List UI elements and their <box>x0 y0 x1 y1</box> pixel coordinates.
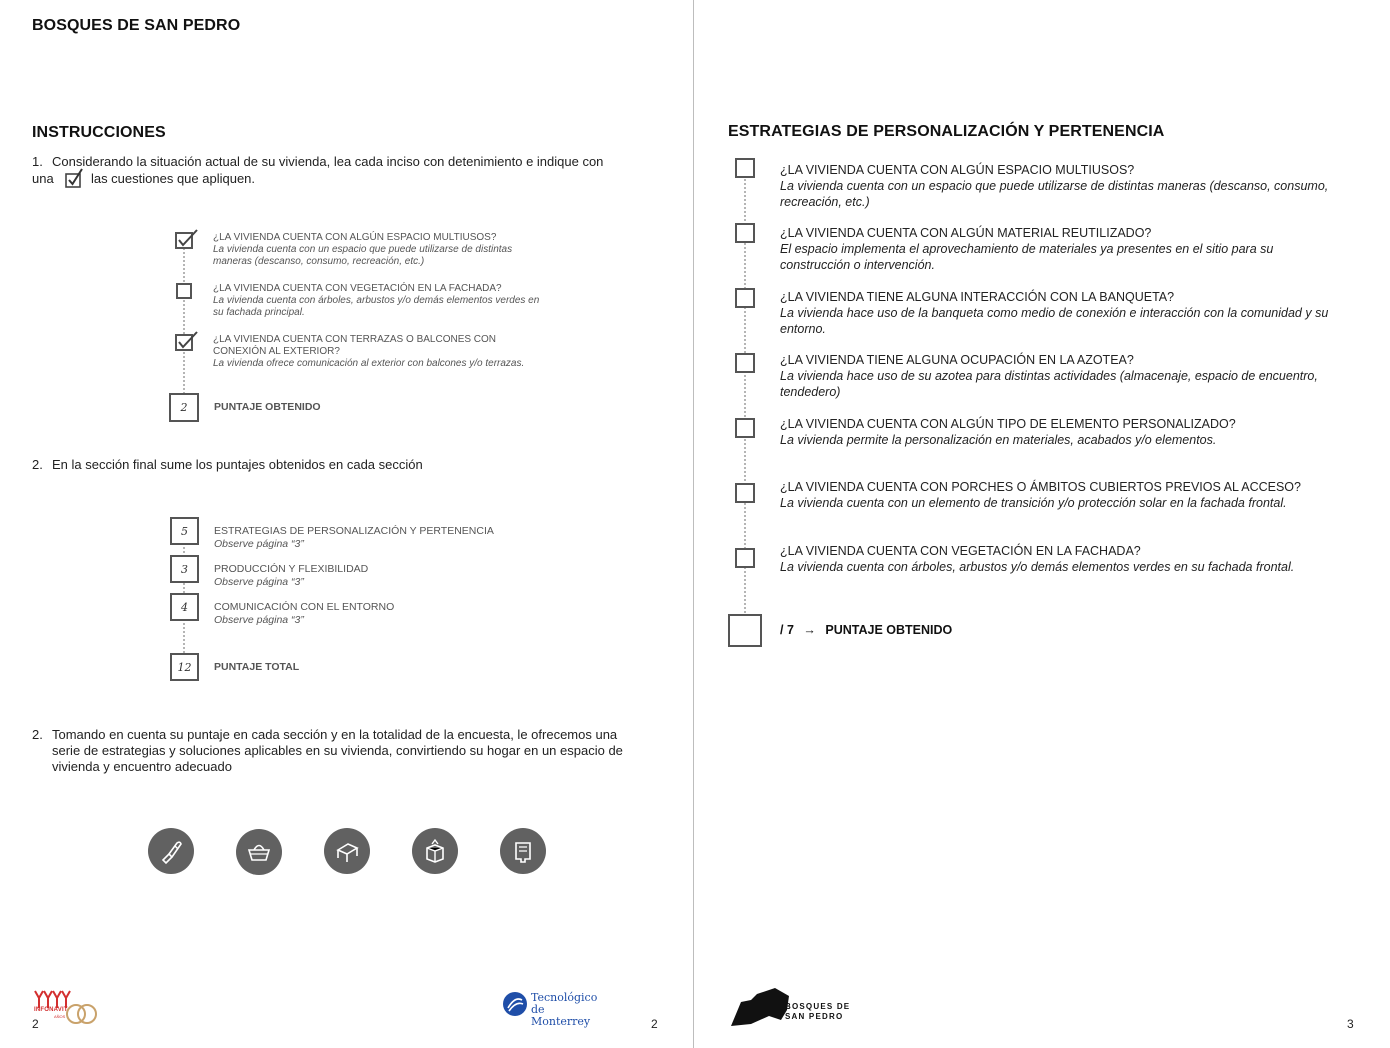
step-2-number: 2. <box>32 457 43 472</box>
section-1-title: ESTRATEGIAS DE PERSONALIZACIÓN Y PERTENENCIA <box>214 525 494 537</box>
total-score-label: PUNTAJE TOTAL <box>214 661 300 673</box>
step-1 <box>32 154 652 187</box>
strategies-score-box[interactable] <box>728 614 762 647</box>
infonavit-sub: AÑOS <box>54 1014 66 1019</box>
infonavit-name: INFONAVIT <box>34 1007 68 1013</box>
instructions-title: INSTRUCCIONES <box>32 124 166 141</box>
bosques-logo-text <box>785 1002 850 1022</box>
strategy-checkbox-4[interactable] <box>735 353 755 373</box>
tec-seal-icon <box>502 991 528 1017</box>
strategy-item-7 <box>780 543 1340 575</box>
left-page <box>0 0 694 1048</box>
strategy-checkbox-6[interactable] <box>735 483 755 503</box>
example-item-3-description: La vivienda ofrece comunicación al exterior con balcones y/o terrazas. <box>213 358 525 369</box>
paint-brush-icon[interactable] <box>148 828 194 874</box>
strategies-score-label: PUNTAJE OBTENIDO <box>825 623 953 637</box>
example-score-label: PUNTAJE OBTENIDO <box>214 401 321 413</box>
strategy-checkbox-5[interactable] <box>735 418 755 438</box>
example-score-box[interactable]: 2 <box>169 393 199 422</box>
strategy-item-4-description: La vivienda hace uso de su azotea para distintas actividades (almacenaje, espacio de encuentro, tendedero) <box>780 369 1318 399</box>
inline-check-icon <box>57 170 87 186</box>
section-1-note: Observe página “3” <box>214 538 304 550</box>
step-2 <box>32 457 423 473</box>
strategy-item-3 <box>780 289 1340 337</box>
step-3-text: Tomando en cuenta su puntaje en cada sección y en la totalidad de la encuesta, le ofrecemos una serie de estrategias y soluciones aplicables en su vivienda, convirtiendo su hogar en un espacio de vivienda y encuentro adecuado <box>52 727 623 774</box>
section-2-score[interactable]: 3 <box>170 555 199 583</box>
step-2-text: En la sección final sume los puntajes obtenidos en cada sección <box>52 457 423 472</box>
section-3-score[interactable]: 4 <box>170 593 199 621</box>
example-item-2-question: ¿LA VIVIENDA CUENTA CON VEGETACIÓN EN LA FACHADA? <box>213 283 502 294</box>
total-score-box[interactable]: 12 <box>170 653 199 681</box>
step-3-number: 2. <box>32 727 43 742</box>
tec-line-2: de Monterrey <box>531 1003 591 1028</box>
strategy-item-6-question: ¿LA VIVIENDA CUENTA CON PORCHES O ÁMBITOS CUBIERTOS PREVIOS AL ACCESO? <box>780 480 1301 494</box>
strategy-item-1-description: La vivienda cuenta con un espacio que puede utilizarse de distintas maneras (descanso, consumo, recreación, etc.) <box>780 179 1329 209</box>
strategy-item-2-description: El espacio implementa el aprovechamiento de materiales ya presentes en el sitio para su construcción o intervención. <box>780 242 1274 272</box>
box-icon[interactable] <box>412 828 458 874</box>
example-item-3 <box>213 334 543 370</box>
strategies-score-row <box>780 623 952 637</box>
bosques-logo-line-2: SAN PEDRO <box>785 1012 844 1021</box>
arrow-right-icon: → <box>803 623 816 637</box>
blueprint-icon[interactable] <box>500 828 546 874</box>
strategy-item-3-question: ¿LA VIVIENDA TIENE ALGUNA INTERACCIÓN CON LA BANQUETA? <box>780 290 1175 304</box>
section-2-title: PRODUCCIÓN Y FLEXIBILIDAD <box>214 563 369 575</box>
tec-logo <box>502 991 606 1028</box>
strategy-item-7-description: La vivienda cuenta con árboles, arbustos y/o demás elementos verdes en su fachada frontal. <box>780 560 1295 574</box>
tec-line-1: Tecnológico <box>531 991 598 1004</box>
strategy-item-1-question: ¿LA VIVIENDA CUENTA CON ALGÚN ESPACIO MULTIUSOS? <box>780 163 1135 177</box>
example-item-1 <box>213 232 543 268</box>
page-number-left-right: 2 <box>651 1017 658 1031</box>
step-3 <box>32 727 647 775</box>
section-3-label <box>214 601 394 627</box>
strategy-item-5 <box>780 416 1340 448</box>
example-item-1-question: ¿LA VIVIENDA CUENTA CON ALGÚN ESPACIO MULTIUSOS? <box>213 232 497 243</box>
strategy-checkbox-7[interactable] <box>735 548 755 568</box>
header-title: BOSQUES DE SAN PEDRO <box>32 17 241 34</box>
strategy-item-6-description: La vivienda cuenta con un elemento de transición y/o protección solar en la fachada frontal. <box>780 496 1287 510</box>
strategy-item-5-question: ¿LA VIVIENDA CUENTA CON ALGÚN TIPO DE ELEMENTO PERSONALIZADO? <box>780 417 1236 431</box>
example-item-2 <box>213 283 543 319</box>
example-checkbox-2[interactable] <box>176 283 192 299</box>
section-2-label <box>214 563 368 589</box>
strategies-score-max: / 7 <box>780 623 794 637</box>
page-number-left: 2 <box>32 1017 39 1031</box>
strategy-item-7-question: ¿LA VIVIENDA CUENTA CON VEGETACIÓN EN LA FACHADA? <box>780 544 1141 558</box>
example-dotted-line <box>183 248 185 394</box>
example-item-3-question: ¿LA VIVIENDA CUENTA CON TERRAZAS O BALCONES CON CONEXIÓN AL EXTERIOR? <box>213 334 497 357</box>
strategy-checkbox-1[interactable] <box>735 158 755 178</box>
bosques-logo-line-1: BOSQUES DE <box>785 1002 851 1011</box>
section-1-label <box>214 525 494 551</box>
strategies-title: ESTRATEGIAS DE PERSONALIZACIÓN Y PERTENENCIA <box>728 123 1165 140</box>
basket-icon[interactable] <box>236 829 282 875</box>
section-2-note: Observe página “3” <box>214 576 304 588</box>
example-checkbox-3[interactable] <box>175 331 203 358</box>
right-page <box>695 0 1390 1048</box>
strategy-item-3-description: La vivienda hace uso de la banqueta como medio de conexión e interacción con la comunidad y su entorno. <box>780 306 1329 336</box>
strategy-item-1 <box>780 162 1340 210</box>
bench-icon[interactable] <box>324 828 370 874</box>
strategy-item-6 <box>780 479 1340 511</box>
strategy-checkbox-3[interactable] <box>735 288 755 308</box>
section-3-note: Observe página “3” <box>214 614 304 626</box>
example-item-1-description: La vivienda cuenta con un espacio que puede utilizarse de distintas maneras (descanso, consumo, recreación, etc.) <box>213 244 513 267</box>
example-checkbox-1[interactable] <box>175 229 203 256</box>
page-number-right: 3 <box>1347 1017 1354 1031</box>
step-1-number: 1. <box>32 154 43 169</box>
strategy-item-4-question: ¿LA VIVIENDA TIENE ALGUNA OCUPACIÓN EN LA AZOTEA? <box>780 353 1134 367</box>
strategy-item-4 <box>780 352 1340 400</box>
section-1-score[interactable]: 5 <box>170 517 199 545</box>
strategy-item-2 <box>780 225 1340 273</box>
strategy-item-5-description: La vivienda permite la personalización en materiales, acabados y/o elementos. <box>780 433 1217 447</box>
strategy-item-2-question: ¿LA VIVIENDA CUENTA CON ALGÚN MATERIAL REUTILIZADO? <box>780 226 1152 240</box>
example-item-2-description: La vivienda cuenta con árboles, arbustos y/o demás elementos verdes en su fachada principal. <box>213 295 540 318</box>
step-1-text-b-post: las cuestiones que apliquen. <box>90 171 256 186</box>
strategy-checkbox-2[interactable] <box>735 223 755 243</box>
step-1-text-a: Considerando la situación actual de su vivienda, lea cada inciso con detenimiento e indique con <box>52 154 604 169</box>
step-1-text-b-pre: una <box>32 171 54 186</box>
section-3-title: COMUNICACIÓN CON EL ENTORNO <box>214 601 395 613</box>
